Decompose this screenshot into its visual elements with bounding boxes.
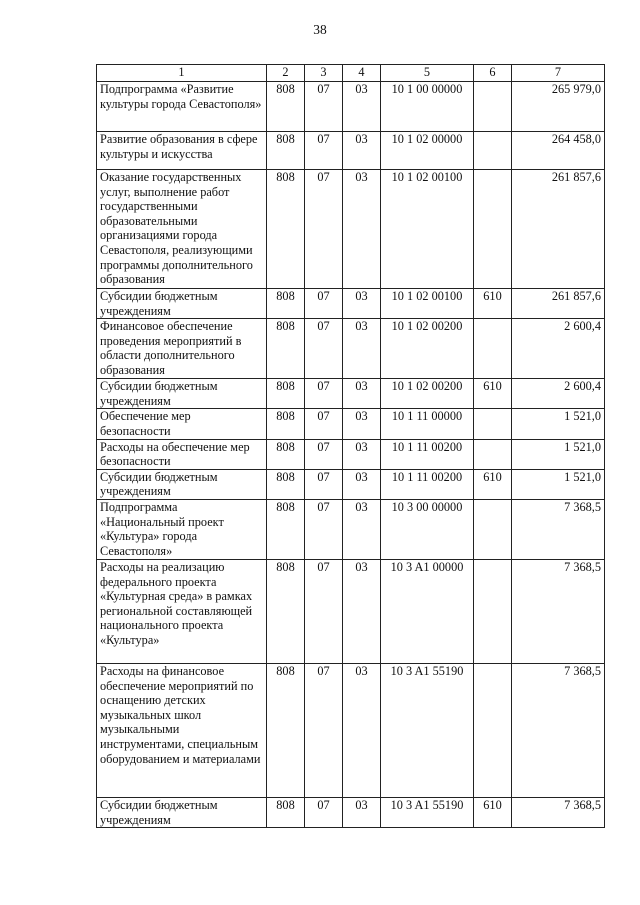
row-section: 07 <box>305 559 343 663</box>
table-row <box>97 797 605 827</box>
row-amount: 7 368,5 <box>512 663 605 797</box>
column-header: 5 <box>381 65 474 82</box>
row-type <box>474 319 512 379</box>
row-subsection: 03 <box>343 499 381 559</box>
row-amount: 2 600,4 <box>512 379 605 409</box>
row-name: Расходы на обеспечение мер безопасности <box>97 439 267 469</box>
row-grbs: 808 <box>267 409 305 439</box>
row-section: 07 <box>305 439 343 469</box>
row-grbs: 808 <box>267 170 305 289</box>
row-section: 07 <box>305 409 343 439</box>
table-row <box>97 379 605 409</box>
column-header: 3 <box>305 65 343 82</box>
table-row <box>97 469 605 499</box>
row-grbs: 808 <box>267 499 305 559</box>
column-header: 6 <box>474 65 512 82</box>
row-section: 07 <box>305 319 343 379</box>
row-section: 07 <box>305 469 343 499</box>
row-section: 07 <box>305 499 343 559</box>
row-amount: 265 979,0 <box>512 82 605 132</box>
row-name: Обеспечение мер безопасности <box>97 409 267 439</box>
row-target: 10 1 02 00000 <box>381 132 474 170</box>
row-name: Расходы на финансовое обеспечение мероприятий по оснащению детских музыкальных школ музыкальными инструментами, специальным оборудованием и материалами <box>97 663 267 797</box>
row-section: 07 <box>305 82 343 132</box>
row-target: 10 3 A1 55190 <box>381 663 474 797</box>
row-name: Субсидии бюджетным учреждениям <box>97 469 267 499</box>
row-target: 10 1 02 00200 <box>381 319 474 379</box>
table-row <box>97 319 605 379</box>
table-row <box>97 499 605 559</box>
row-type <box>474 82 512 132</box>
table-row <box>97 132 605 170</box>
table-row <box>97 663 605 797</box>
row-grbs: 808 <box>267 559 305 663</box>
row-subsection: 03 <box>343 289 381 319</box>
row-grbs: 808 <box>267 132 305 170</box>
row-subsection: 03 <box>343 663 381 797</box>
row-type <box>474 439 512 469</box>
row-type: 610 <box>474 469 512 499</box>
header-row <box>97 65 605 82</box>
row-subsection: 03 <box>343 409 381 439</box>
column-header: 1 <box>97 65 267 82</box>
row-amount: 7 368,5 <box>512 559 605 663</box>
row-subsection: 03 <box>343 82 381 132</box>
row-type <box>474 663 512 797</box>
column-header: 7 <box>512 65 605 82</box>
row-type: 610 <box>474 797 512 827</box>
row-grbs: 808 <box>267 439 305 469</box>
row-type <box>474 409 512 439</box>
row-subsection: 03 <box>343 319 381 379</box>
row-grbs: 808 <box>267 663 305 797</box>
table-row <box>97 559 605 663</box>
column-header: 4 <box>343 65 381 82</box>
table-row <box>97 409 605 439</box>
row-target: 10 1 02 00100 <box>381 289 474 319</box>
table-row <box>97 82 605 132</box>
row-amount: 2 600,4 <box>512 319 605 379</box>
row-name: Расходы на реализацию федерального проекта «Культурная среда» в рамках региональной составляющей национального проекта «Культура» <box>97 559 267 663</box>
row-subsection: 03 <box>343 379 381 409</box>
row-type: 610 <box>474 289 512 319</box>
row-amount: 261 857,6 <box>512 289 605 319</box>
row-target: 10 1 11 00000 <box>381 409 474 439</box>
row-name: Развитие образования в сфере культуры и искусства <box>97 132 267 170</box>
row-grbs: 808 <box>267 797 305 827</box>
row-grbs: 808 <box>267 469 305 499</box>
row-type: 610 <box>474 379 512 409</box>
row-type <box>474 132 512 170</box>
row-section: 07 <box>305 663 343 797</box>
table-row <box>97 439 605 469</box>
row-name: Подпрограмма «Развитие культуры города Севастополя» <box>97 82 267 132</box>
row-section: 07 <box>305 379 343 409</box>
row-name: Оказание государственных услуг, выполнение работ государственными образовательными организациями города Севастополя, реализующими программы дополнительного образования <box>97 170 267 289</box>
row-name: Финансовое обеспечение проведения мероприятий в области дополнительного образования <box>97 319 267 379</box>
row-grbs: 808 <box>267 319 305 379</box>
row-amount: 1 521,0 <box>512 469 605 499</box>
row-subsection: 03 <box>343 797 381 827</box>
budget-table <box>96 64 605 828</box>
row-section: 07 <box>305 170 343 289</box>
row-target: 10 3 A1 55190 <box>381 797 474 827</box>
row-name: Подпрограмма «Национальный проект «Культура» города Севастополя» <box>97 499 267 559</box>
row-target: 10 1 11 00200 <box>381 439 474 469</box>
row-amount: 261 857,6 <box>512 170 605 289</box>
row-subsection: 03 <box>343 170 381 289</box>
row-amount: 7 368,5 <box>512 797 605 827</box>
row-section: 07 <box>305 132 343 170</box>
row-type <box>474 559 512 663</box>
row-target: 10 1 11 00200 <box>381 469 474 499</box>
row-subsection: 03 <box>343 132 381 170</box>
row-type <box>474 499 512 559</box>
row-subsection: 03 <box>343 469 381 499</box>
row-grbs: 808 <box>267 379 305 409</box>
column-header: 2 <box>267 65 305 82</box>
row-amount: 264 458,0 <box>512 132 605 170</box>
table-row <box>97 289 605 319</box>
row-name: Субсидии бюджетным учреждениям <box>97 797 267 827</box>
row-section: 07 <box>305 289 343 319</box>
row-section: 07 <box>305 797 343 827</box>
row-target: 10 3 00 00000 <box>381 499 474 559</box>
row-target: 10 3 A1 00000 <box>381 559 474 663</box>
row-subsection: 03 <box>343 559 381 663</box>
row-name: Субсидии бюджетным учреждениям <box>97 379 267 409</box>
row-name: Субсидии бюджетным учреждениям <box>97 289 267 319</box>
table-row <box>97 170 605 289</box>
page-number: 38 <box>313 22 327 37</box>
row-grbs: 808 <box>267 82 305 132</box>
row-target: 10 1 02 00200 <box>381 379 474 409</box>
row-grbs: 808 <box>267 289 305 319</box>
row-amount: 1 521,0 <box>512 439 605 469</box>
row-target: 10 1 02 00100 <box>381 170 474 289</box>
row-amount: 7 368,5 <box>512 499 605 559</box>
row-type <box>474 170 512 289</box>
row-target: 10 1 00 00000 <box>381 82 474 132</box>
row-amount: 1 521,0 <box>512 409 605 439</box>
row-subsection: 03 <box>343 439 381 469</box>
